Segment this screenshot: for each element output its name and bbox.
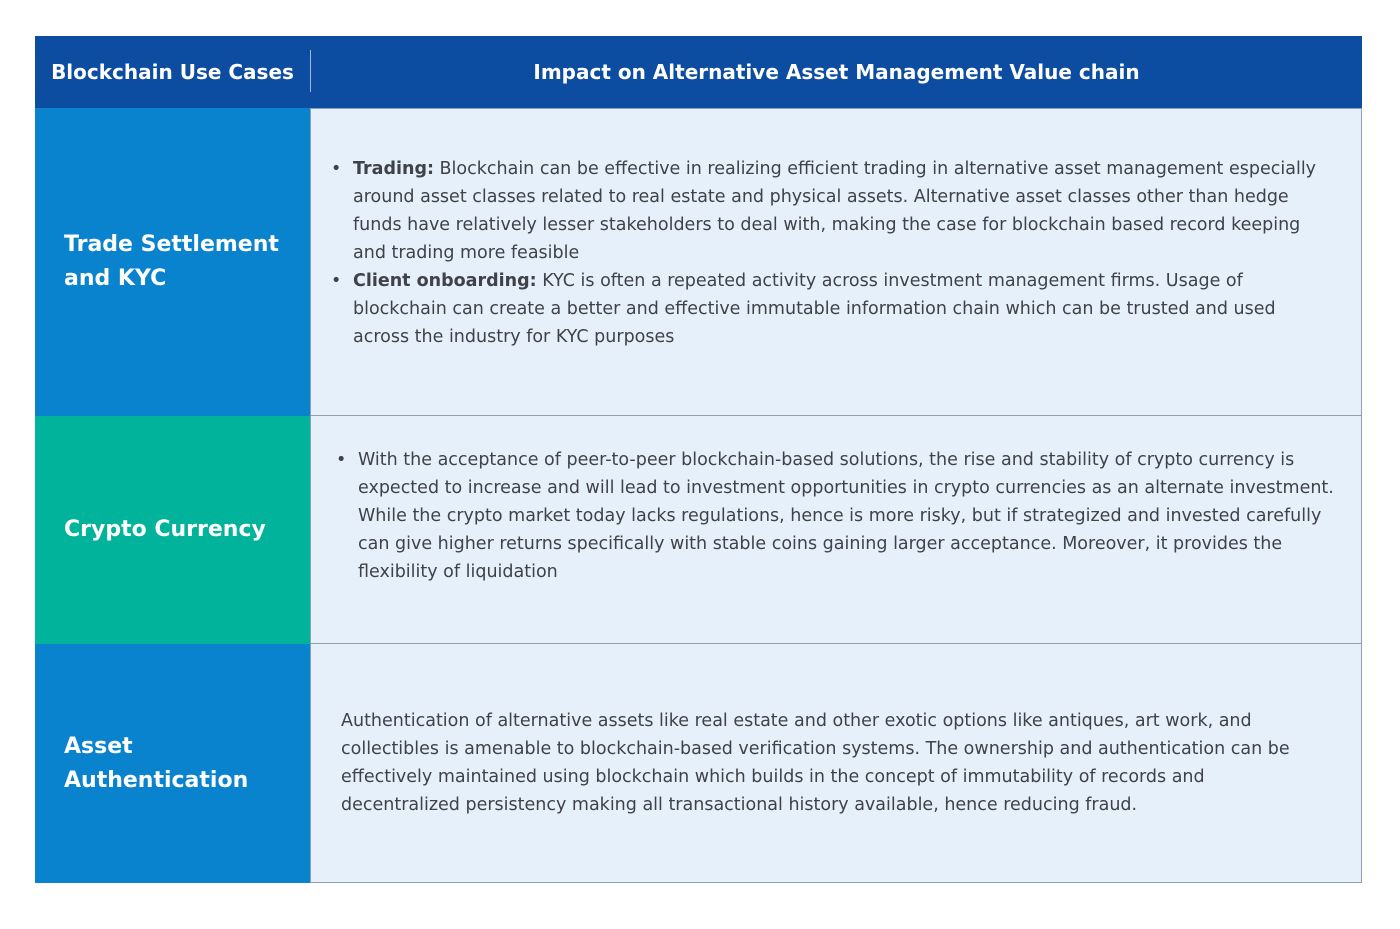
item-text: Blockchain can be effective in realizing efficient trading in alternative asset management especially around asset classes related to real estate and physical assets. Alternative asset classes other than hedge funds have relatively lesser stakeholders to deal with, making the case for blockchain based record keeping and trading more feasible xyxy=(353,159,1317,263)
bullet-list xyxy=(311,155,1361,351)
item-title: Trading: xyxy=(353,159,434,179)
header-impact: Impact on Alternative Asset Management Value chain xyxy=(533,60,1140,84)
row-label-text: Asset Authentication xyxy=(64,733,249,793)
row-label-text: Trade Settlement and KYC xyxy=(64,232,279,291)
table-row-trade-settlement xyxy=(35,108,1363,416)
bullet-list xyxy=(311,446,1361,586)
bullet-icon: • xyxy=(331,271,342,291)
table-row-asset-authentication xyxy=(35,644,1363,883)
bullet-icon: • xyxy=(336,449,347,470)
row-label-asset-authentication xyxy=(35,644,310,883)
table-row-crypto-currency xyxy=(35,416,1363,644)
row-label-crypto-currency xyxy=(35,416,310,644)
table-header xyxy=(35,36,1362,108)
row-label-text: Crypto Currency xyxy=(64,517,266,542)
list-item-crypto xyxy=(336,446,1337,586)
row-content-trade-settlement xyxy=(310,108,1362,416)
bullet-icon: • xyxy=(331,159,342,179)
item-text: With the acceptance of peer-to-peer blockchain-based solutions, the rise and stability of crypto currency is expected to increase and will lead to investment opportunities in crypto currencies as an alternate investment. While the crypto market today lacks regulations, hence is more risky, but if strategized and invested carefully can give higher returns specifically with stable coins gaining larger acceptance. Moreover, it provides the flexibility of liquidation xyxy=(358,449,1334,582)
row-content-crypto-currency xyxy=(310,416,1362,644)
item-text: KYC is often a repeated activity across investment management firms. Usage of blockchain can create a better and effective immutable information chain which can be trusted and used across the industry for KYC purposes xyxy=(353,271,1276,347)
list-item-client-onboarding xyxy=(331,267,1337,351)
header-use-cases: Blockchain Use Cases xyxy=(51,60,294,84)
list-item-trading xyxy=(331,155,1337,267)
paragraph: Authentication of alternative assets like real estate and other exotic options like antiques, art work, and collectibles is amenable to blockchain-based verification systems. The ownership and authentication can be effectively maintained using blockchain which builds in the concept of immutability of records and decentralized persistency making all transactional history available, hence reducing fraud. xyxy=(341,711,1290,815)
row-label-trade-settlement xyxy=(35,108,310,416)
row-content-asset-authentication xyxy=(310,644,1362,883)
item-title: Client onboarding: xyxy=(353,271,537,291)
